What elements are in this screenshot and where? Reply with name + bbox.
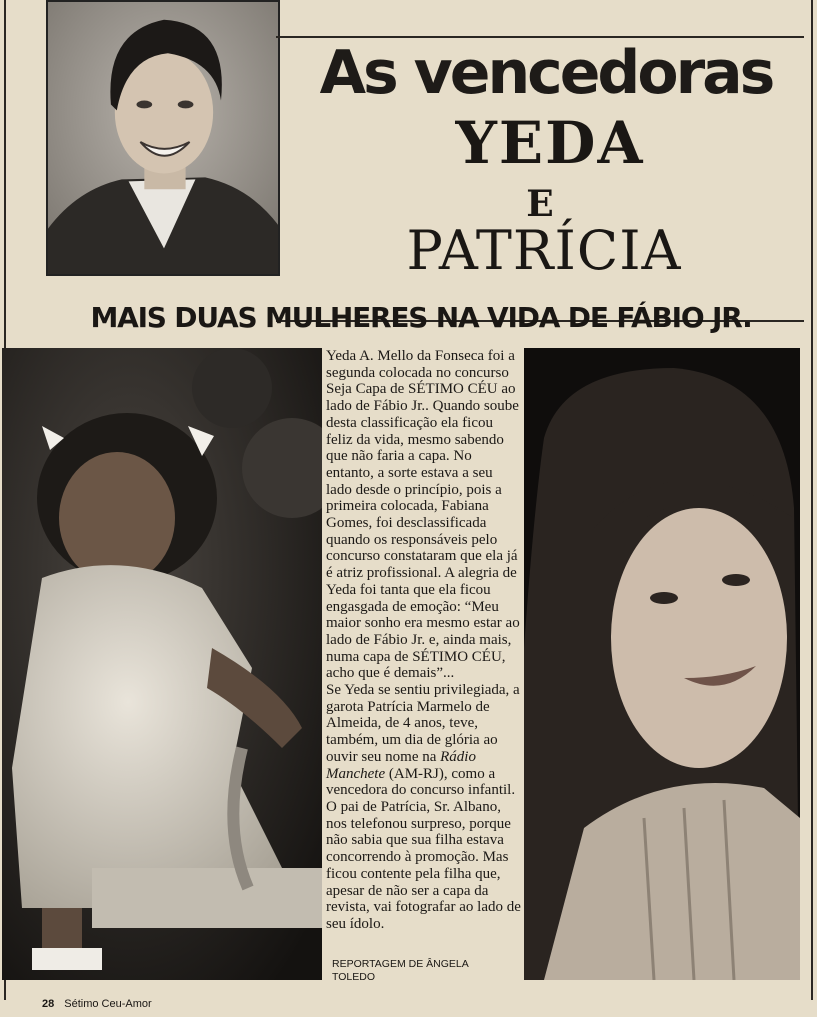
photo-fabio-jr: [46, 0, 280, 276]
headline-connector: E: [526, 183, 554, 225]
page-footer: [42, 998, 152, 1010]
article-paragraph-patricia: [326, 682, 522, 933]
headline-patricia: PATRÍCIA: [406, 219, 682, 282]
article-text: Se Yeda se sentiu privilegiada, a garota Patrícia Marmelo de Almeida, de 4 anos, teve, também, um dia de glória ao ouvir seu nome na: [326, 682, 520, 765]
page-number: 28: [42, 998, 55, 1010]
subheadline: MAIS DUAS MULHERES NA VIDA DE FÁBIO JR.: [90, 301, 752, 334]
photo-child: [2, 348, 322, 980]
headline-as-vencedoras: As vencedoras: [319, 38, 773, 108]
article-paragraph-yeda: Yeda A. Mello da Fonseca foi a segunda colocada no concurso Seja Capa de SÉTIMO CÉU ao lado de Fábio Jr.. Quando soube desta classificação ela ficou feliz da vida, mesmo sabendo que não faria a capa. No entanto, a sorte estava a seu lado desde o princípio, pois a primeira colocada, Fabiana Gomes, foi desclassificada quando os responsáveis pelo concurso constataram que ela já é atriz profissional. A alegria de Yeda foi tanta que ela ficou engasgada de emoção: “Meu maior sonho era mesmo estar ao lado de Fábio Jr. e, ainda mais, numa capa de SÉTIMO CÉU, acho que é demais”...: [326, 348, 520, 682]
publication-name: Sétimo Ceu-Amor: [64, 998, 152, 1010]
radio-name: Rádio Manchete: [326, 748, 476, 782]
headline-yeda: YEDA: [455, 109, 645, 177]
photo-young-woman: [524, 348, 800, 980]
article-text: (AM-RJ), como a vencedora do concurso infantil. O pai de Patrícia, Sr. Albano, nos telefonou surpreso, porque não sabia que sua filha estava concorrendo à promoção. Mas ficou contente pela filha que, apesar de não ser a capa da revista, vai fotografar ao lado de seu ídolo.: [326, 765, 521, 932]
article-body: [326, 348, 522, 933]
article-credit: REPORTAGEM DE ÂNGELA TOLEDO: [332, 958, 469, 983]
